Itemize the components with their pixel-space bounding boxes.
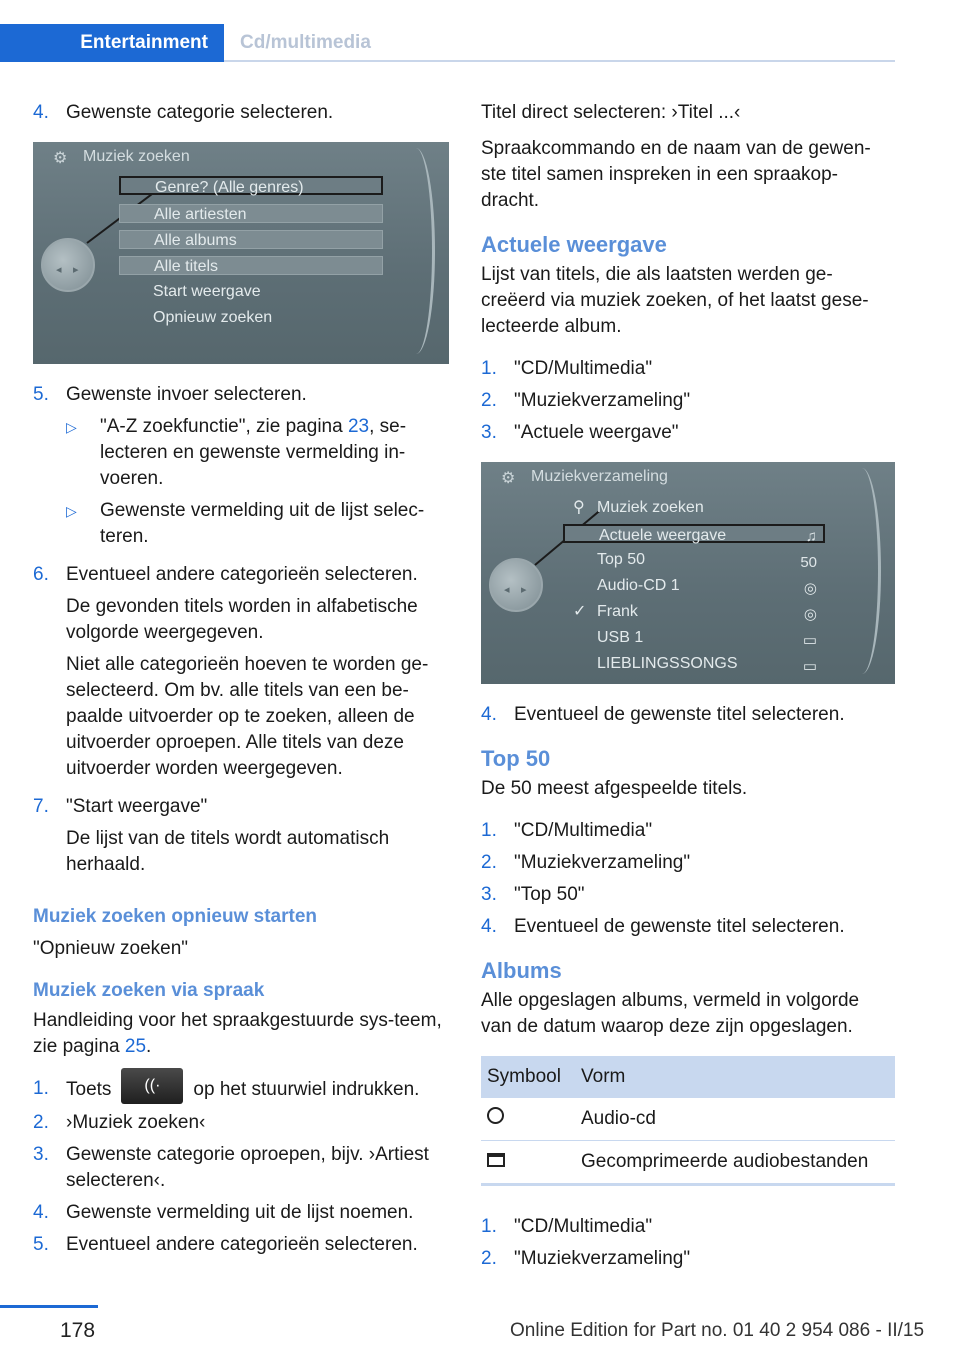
step-note: De gevonden titels worden in alfabetische volgorde weergegeven. bbox=[66, 596, 418, 643]
current-text: Lijst van titels, die als laatsten werden ge-creëerd via muziek zoeken, of het laatst gese-lecteerde album. bbox=[481, 264, 869, 337]
screen-muziekverzameling bbox=[481, 462, 895, 684]
step-number: 2. bbox=[481, 1248, 497, 1269]
menu-item-albums[interactable]: Alle albums bbox=[119, 230, 383, 249]
menu-item-usb[interactable]: USB 1 bbox=[597, 629, 644, 646]
step-number: 7. bbox=[33, 796, 49, 817]
step-text: op het stuurwiel indrukken. bbox=[193, 1079, 420, 1101]
menu-item-titles[interactable]: Alle titels bbox=[119, 256, 383, 275]
folder-icon: ▭ bbox=[802, 632, 817, 649]
settings-icon: ⚙ bbox=[53, 150, 68, 167]
table-header-row bbox=[481, 1056, 895, 1098]
step-number: 4. bbox=[33, 1202, 49, 1223]
menu-item-start[interactable]: Start weergave bbox=[153, 283, 261, 300]
menu-item-favorites[interactable]: LIEBLINGSSONGS bbox=[597, 655, 738, 672]
screen-title: Muziek zoeken bbox=[83, 148, 190, 165]
album-step-2 bbox=[481, 1246, 895, 1272]
screen-arc bbox=[843, 468, 881, 674]
triangle-bullet-icon: ▷ bbox=[66, 503, 77, 519]
table-header: Vorm bbox=[575, 1056, 895, 1098]
controller-knob-icon: ◂ ▸ bbox=[489, 558, 543, 612]
current-step-3 bbox=[481, 420, 895, 446]
step-number: 2. bbox=[33, 1112, 49, 1133]
step-text: Gewenste categorie selecteren. bbox=[66, 102, 334, 123]
symbol-table bbox=[481, 1056, 895, 1186]
step-number: 1. bbox=[33, 1078, 49, 1099]
voice-step-4 bbox=[33, 1200, 449, 1226]
cd-icon: ◎ bbox=[803, 580, 817, 597]
step-number: 5. bbox=[33, 384, 49, 405]
music-list-icon: ♫ bbox=[805, 528, 817, 545]
step-number: 6. bbox=[33, 564, 49, 585]
step-text: "Top 50" bbox=[514, 884, 585, 905]
voice-step-1 bbox=[33, 1076, 449, 1104]
restart-text: "Opnieuw zoeken" bbox=[33, 938, 189, 959]
current-step-1 bbox=[481, 356, 895, 382]
step-text: "CD/Multimedia" bbox=[514, 358, 653, 379]
step-number: 1. bbox=[481, 820, 497, 841]
header-divider bbox=[224, 60, 895, 62]
step-number: 4. bbox=[481, 916, 497, 937]
top50-count: 50 bbox=[800, 554, 817, 571]
step-4 bbox=[33, 100, 449, 126]
top-step-3 bbox=[481, 882, 895, 908]
menu-item-artists[interactable]: Alle artiesten bbox=[119, 204, 383, 223]
step-number: 1. bbox=[481, 358, 497, 379]
top-step-4 bbox=[481, 914, 895, 940]
substep bbox=[66, 498, 449, 550]
edition-text: Online Edition for Part no. 01 40 2 954 086 - II/15 bbox=[510, 1320, 925, 1341]
step-text: "Actuele weergave" bbox=[514, 422, 679, 443]
table-header: Symbool bbox=[481, 1056, 575, 1098]
substep-text: Gewenste vermelding uit de lijst selec-teren. bbox=[100, 500, 425, 547]
folder-icon: ▭ bbox=[802, 658, 817, 675]
screen-arc bbox=[397, 148, 435, 354]
cd-icon bbox=[487, 1107, 504, 1124]
right-column bbox=[481, 100, 895, 1278]
step-text: "CD/Multimedia" bbox=[514, 820, 653, 841]
controller-knob-icon: ◂ ▸ bbox=[41, 238, 95, 292]
menu-item-top50[interactable]: Top 50 bbox=[597, 551, 646, 568]
step-number: 2. bbox=[481, 390, 497, 411]
menu-item-frank[interactable]: ✓ Frank bbox=[573, 603, 638, 620]
menu-item-restart[interactable]: Opnieuw zoeken bbox=[153, 309, 273, 326]
page-link-23[interactable]: 23 bbox=[347, 416, 370, 437]
heading-current: Actuele weergave bbox=[481, 232, 667, 257]
heading-restart: Muziek zoeken opnieuw starten bbox=[33, 906, 317, 927]
top-step-1 bbox=[481, 818, 895, 844]
step-text: Gewenste vermelding uit de lijst noemen. bbox=[66, 1202, 414, 1223]
step-number: 2. bbox=[481, 852, 497, 873]
table-row bbox=[481, 1098, 895, 1141]
menu-item-genre[interactable]: Genre? (Alle genres) bbox=[119, 176, 383, 195]
page-header bbox=[0, 0, 960, 62]
section-tab-cd-multimedia[interactable]: Cd/multimedia bbox=[240, 32, 371, 53]
menu-item-current[interactable]: Actuele weergave bbox=[563, 524, 825, 543]
step-6 bbox=[33, 562, 449, 788]
step-number: 3. bbox=[481, 422, 497, 443]
heading-top50: Top 50 bbox=[481, 746, 551, 771]
step-number: 5. bbox=[33, 1234, 49, 1255]
left-column bbox=[33, 100, 449, 1264]
step-text: Eventueel andere categorieën selecteren. bbox=[66, 1234, 418, 1255]
triangle-bullet-icon: ▷ bbox=[66, 419, 77, 435]
menu-item-search[interactable]: ⚲ Muziek zoeken bbox=[573, 499, 704, 516]
current-step-4 bbox=[481, 702, 895, 728]
settings-icon: ⚙ bbox=[501, 470, 516, 487]
step-text: "Muziekverzameling" bbox=[514, 1248, 691, 1269]
top-step-2 bbox=[481, 850, 895, 876]
step-number: 3. bbox=[481, 884, 497, 905]
step-5 bbox=[33, 382, 449, 556]
heading-voice: Muziek zoeken via spraak bbox=[33, 980, 265, 1001]
voice-button-icon: ((· bbox=[121, 1068, 183, 1104]
heading-albums: Albums bbox=[481, 958, 562, 983]
menu-item-audiocd[interactable]: Audio-CD 1 bbox=[597, 577, 680, 594]
step-text: "Muziekverzameling" bbox=[514, 852, 691, 873]
page-link-25[interactable]: 25 bbox=[124, 1036, 147, 1057]
step-text: Eventueel andere categorieën selecteren. bbox=[66, 564, 418, 585]
step-text: "CD/Multimedia" bbox=[514, 1216, 653, 1237]
substep-text: "A-Z zoekfunctie", zie pagina bbox=[100, 416, 348, 437]
table-cell: Audio-cd bbox=[575, 1098, 895, 1141]
step-number: 4. bbox=[33, 102, 49, 123]
section-tab-entertainment[interactable]: Entertainment bbox=[0, 24, 224, 62]
step-text: Eventueel de gewenste titel selecteren. bbox=[514, 704, 845, 725]
voice-step-5 bbox=[33, 1232, 449, 1258]
step-text: Gewenste invoer selecteren. bbox=[66, 384, 307, 405]
voice-command-text: Spraakcommando en de naam van de gewen-ste titel samen inspreken in een spraakop-dracht. bbox=[481, 138, 871, 211]
screen-title: Muziekverzameling bbox=[531, 468, 668, 485]
step-text: "Muziekverzameling" bbox=[514, 390, 691, 411]
step-text: Toets bbox=[66, 1079, 112, 1101]
step-number: 1. bbox=[481, 1216, 497, 1237]
voice-step-2 bbox=[33, 1110, 449, 1136]
footer-divider bbox=[0, 1305, 98, 1308]
folder-icon bbox=[487, 1153, 505, 1167]
voice-step-3 bbox=[33, 1142, 449, 1194]
screen-muziek-zoeken bbox=[33, 142, 449, 364]
step-7 bbox=[33, 794, 449, 884]
page-number: 178 bbox=[60, 1319, 96, 1342]
cd-icon: ◎ bbox=[803, 606, 817, 623]
step-text: "Start weergave" bbox=[66, 796, 208, 817]
step-number: 3. bbox=[33, 1144, 49, 1165]
table-cell: Gecomprimeerde audiobestanden bbox=[575, 1141, 895, 1185]
search-icon: ⚲ bbox=[573, 499, 585, 516]
check-icon: ✓ bbox=[573, 603, 587, 620]
album-step-1 bbox=[481, 1214, 895, 1240]
step-note: De lijst van de titels wordt automatisch herhaald. bbox=[66, 828, 390, 875]
step-text: ›Muziek zoeken‹ bbox=[66, 1112, 206, 1133]
step-text: Eventueel de gewenste titel selecteren. bbox=[514, 916, 845, 937]
direct-title-text: Titel direct selecteren: ›Titel ...‹ bbox=[481, 102, 741, 123]
top50-text: De 50 meest afgespeelde titels. bbox=[481, 778, 748, 799]
table-row bbox=[481, 1141, 895, 1185]
substep bbox=[66, 414, 449, 492]
step-note: Niet alle categorieën hoeven te worden ge-selecteerd. Om bv. alle titels van een be-paalde uitvoerder op te zoeken, alleen de uitvoerder oproepen. Alle titels van deze uitvoerder worden weergegeven. bbox=[66, 654, 429, 779]
substep-text: , se-lecteren en gewenste vermelding in-voeren. bbox=[100, 416, 407, 489]
current-step-2 bbox=[481, 388, 895, 414]
step-number: 4. bbox=[481, 704, 497, 725]
step-text: Gewenste categorie oproepen, bijv. ›Artiest selecteren‹. bbox=[66, 1144, 429, 1191]
voice-intro: Handleiding voor het spraakgestuurde sys-teem, zie pagina 25. bbox=[33, 1010, 442, 1057]
albums-text: Alle opgeslagen albums, vermeld in volgorde van de datum waarop deze zijn opgeslagen. bbox=[481, 990, 860, 1037]
